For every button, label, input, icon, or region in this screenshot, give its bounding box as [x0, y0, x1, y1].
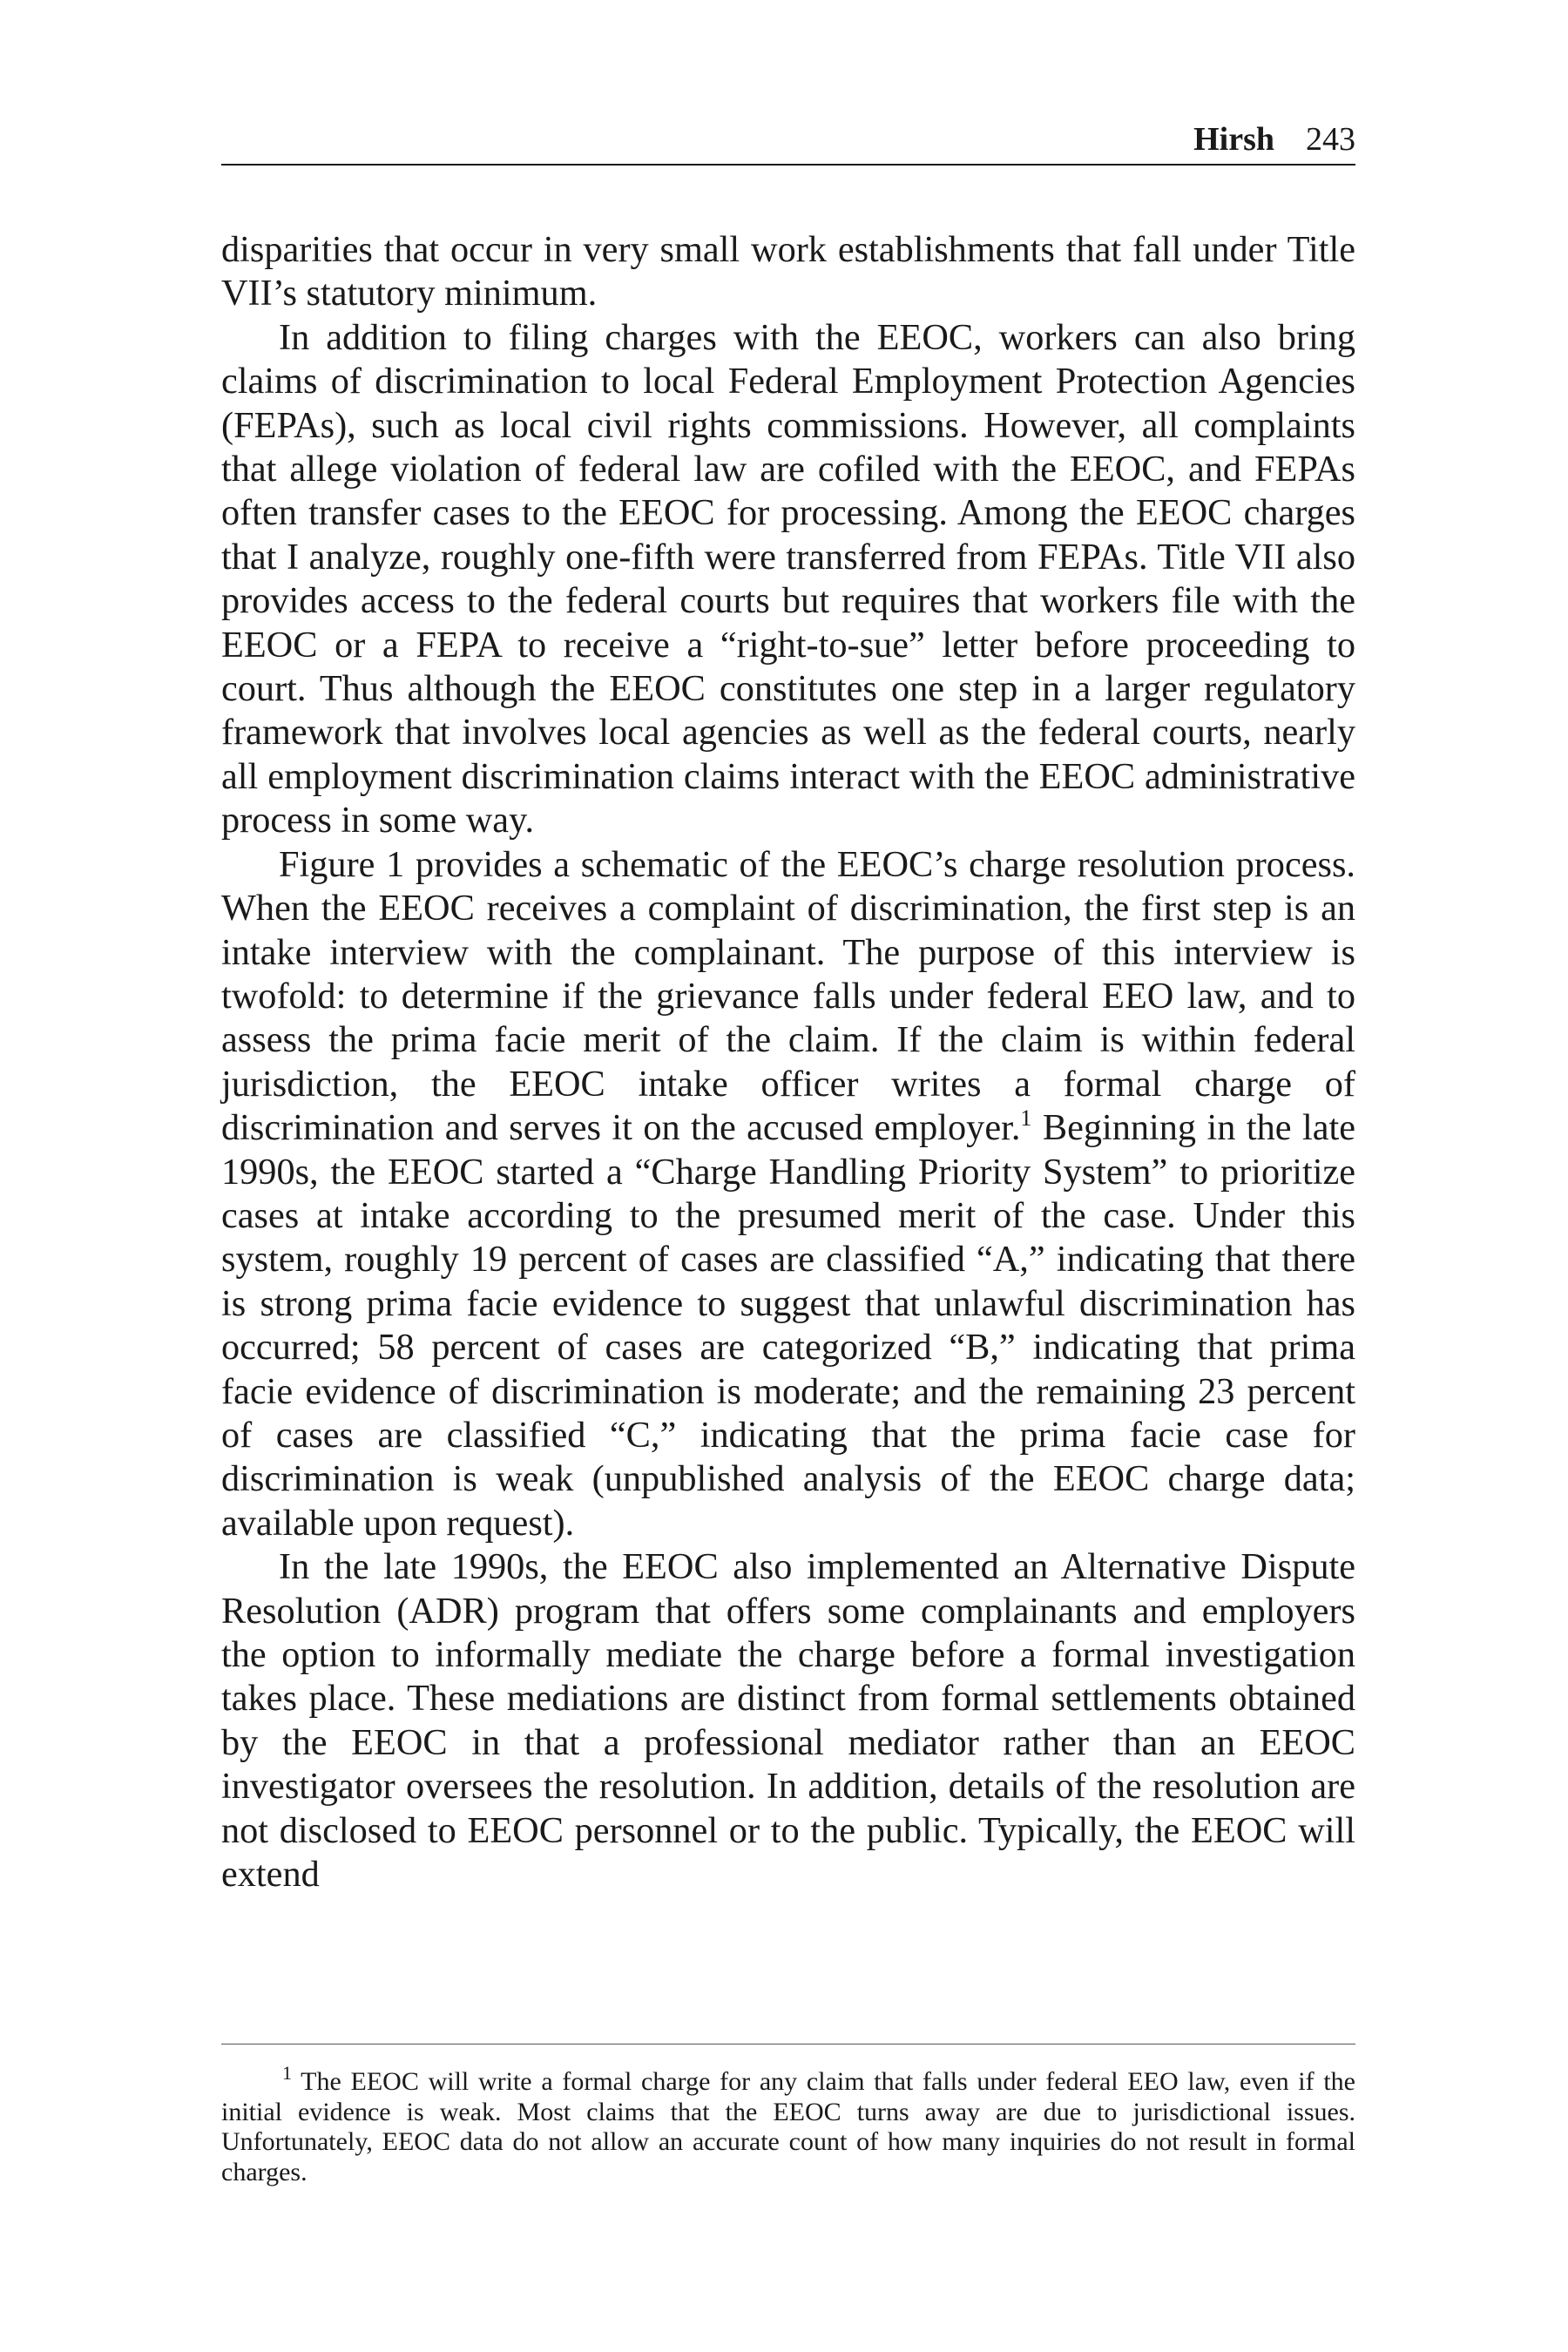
paragraph-1: disparities that occur in very small work establishments that fall under Title VII’s statutory minimum.: [221, 229, 1355, 314]
page-header: [221, 115, 1355, 166]
paragraph-3-part-1: Figure 1 provides a schematic of the EEOC’s charge resolution process. When the EEOC receives a complaint of discrimination, the first step is an intake interview with the complainant. The purpose of this interview is twofold: to determine if the grievance falls under federal EEO law, and to assess the prima facie merit of the claim. If the claim is within federal jurisdiction, the EEOC intake officer writes a formal charge of discrimination and serves it on the accused employer.: [221, 843, 1355, 1149]
paragraph-3-part-2: Beginning in the late 1990s, the EEOC started a “Charge Handling Priority System” to prioritize cases at intake according to the presumed merit of the case. Under this system, roughly 19 percent of cases are classified “A,” indicating that there is strong prima facie evidence to suggest that unlawful discrimination has occurred; 58 percent of cases are categorized “B,” indicating that prima facie evidence of discrimination is moderate; and the remaining 23 percent of cases are classified “C,” indicating that the prima facie case for discrimination is weak (unpublished analysis of the EEOC charge data; available upon request).: [221, 1107, 1355, 1544]
footnote-text: The EEOC will write a formal charge for any claim that falls under federal EEO law, even if the initial evidence is weak. Most claims that the EEOC turns away are due to jurisdictional issues. Unfortunately, EEOC data do not allow an accurate count of how many inquiries do not result in formal charges.: [221, 2067, 1355, 2186]
footnote-reference-1: 1: [1020, 1105, 1032, 1132]
paragraph-2: In addition to filing charges with the EEOC, workers can also bring claims of discrimination to local Federal Employment Protection Agencies (FEPAs), such as local civil rights commissions. However, all complaints that allege violation of federal law are cofiled with the EEOC, and FEPAs often transfer cases to the EEOC for processing. Among the EEOC charges that I analyze, roughly one-fifth were transferred from FEPAs. Title VII also provides access to the federal courts but requires that workers file with the EEOC or a FEPA to receive a “right-to-sue” letter before proceeding to court. Thus although the EEOC constitutes one step in a larger regulatory framework that involves local agencies as well as the federal courts, nearly all employment discrimination claims interact with the EEOC administrative process in some way.: [221, 316, 1355, 841]
paragraph-3: [221, 843, 1355, 1546]
body-text: [221, 228, 1355, 1896]
page-number: 243: [1306, 121, 1355, 158]
footnote-1: [221, 2062, 1355, 2187]
running-head-author: Hirsh: [1193, 121, 1274, 158]
footnote-marker: 1: [282, 2062, 292, 2084]
running-head: [1193, 120, 1355, 159]
paragraph-4: In the late 1990s, the EEOC also implemented an Alternative Dispute Resolution (ADR) program that offers some complainants and employers the option to informally mediate the charge before a formal investigation takes place. These mediations are distinct from formal settlements obtained by the EEOC in that a professional mediator rather than an EEOC investigator oversees the resolution. In addition, details of the resolution are not disclosed to EEOC personnel or to the public. Typically, the EEOC will extend: [221, 1546, 1355, 1896]
